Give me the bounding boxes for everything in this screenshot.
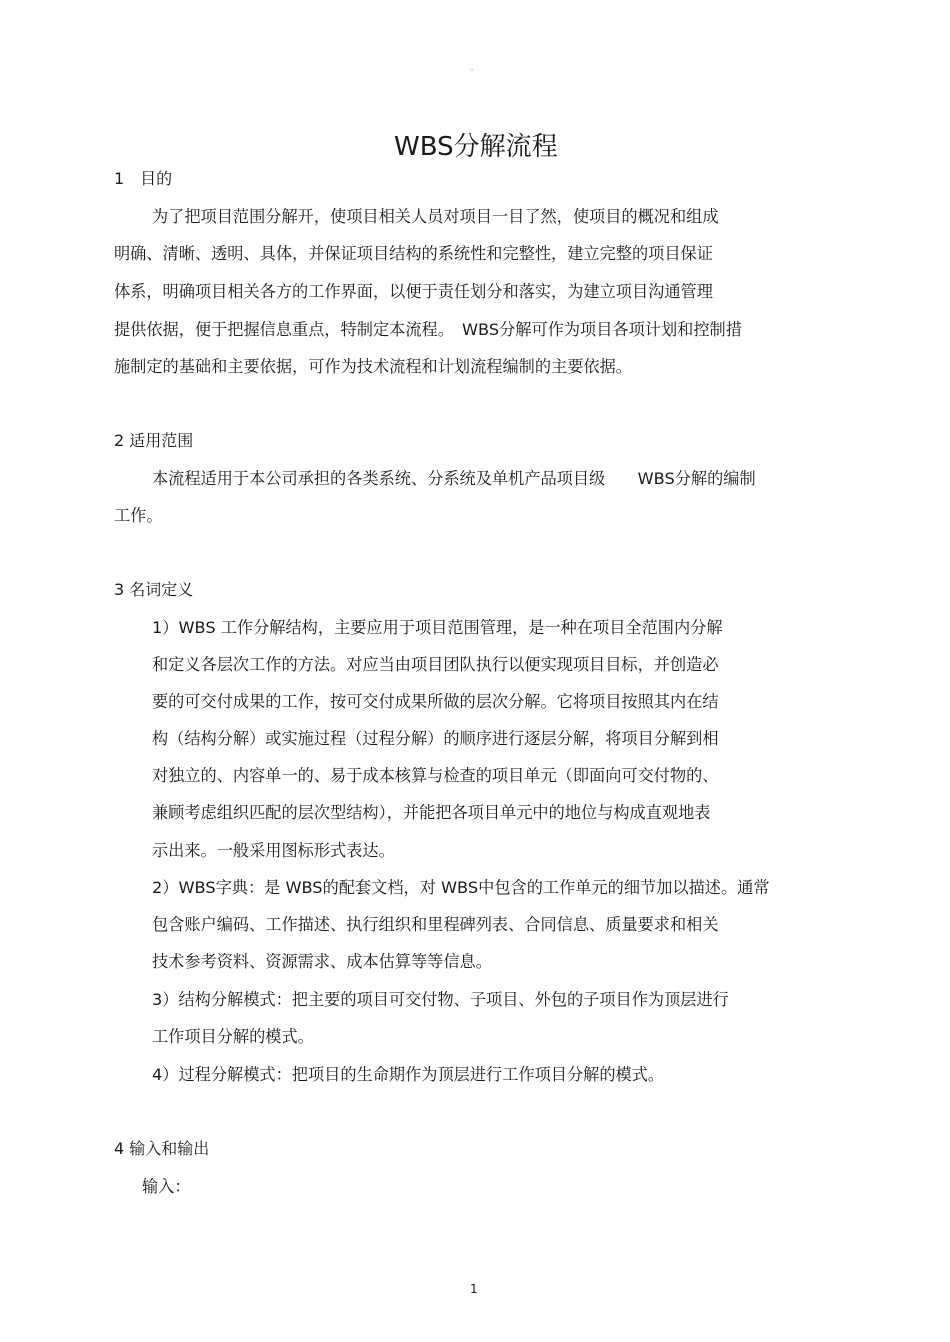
section-1-heading: 1 目的 xyxy=(114,169,173,188)
definition-line: 要的可交付成果的工作，按可交付成果所做的层次分解。它将项目按照其内在结 xyxy=(152,692,719,711)
definition-line: 3）结构分解模式：把主要的项目可交付物、子项目、外包的子项目作为顶层进行 xyxy=(152,990,729,1009)
definition-line: 兼顾考虑组织匹配的层次型结构），并能把各项目单元中的地位与构成直观地表 xyxy=(152,803,711,822)
definition-line: 1）WBS 工作分解结构，主要应用于项目范围管理，是一种在项目全范围内分解 xyxy=(152,618,723,637)
paragraph-line: 工作。 xyxy=(114,506,163,525)
paragraph-line: 提供依据，便于把握信息重点，特制定本流程。 WBS分解可作为项目各项计划和控制措 xyxy=(114,320,742,339)
page-number: 1 xyxy=(470,1282,478,1296)
document-title: WBS分解流程 xyxy=(394,132,558,162)
paragraph-line: 明确、清晰、透明、具体，并保证项目结构的系统性和完整性，建立完整的项目保证 xyxy=(114,244,713,263)
definition-line: 示出来。一般采用图标形式表达。 xyxy=(152,841,395,860)
definition-line: 构（结构分解）或实施过程（过程分解）的顺序进行逐层分解，将项目分解到相 xyxy=(152,729,719,748)
input-label: 输入： xyxy=(142,1177,191,1196)
paragraph-line: 本流程适用于本公司承担的各类系统、分系统及单机产品项目级 WBS分解的编制 xyxy=(152,469,756,488)
definition-line: 2）WBS字典：是 WBS的配套文档，对 WBS中包含的工作单元的细节加以描述。通常 xyxy=(152,878,770,897)
paragraph-line: 为了把项目范围分解开，使项目相关人员对项目一目了然，使项目的概况和组成 xyxy=(152,207,719,226)
definition-line: 4）过程分解模式：把项目的生命期作为顶层进行工作项目分解的模式。 xyxy=(152,1065,665,1084)
section-3-heading: 3 名词定义 xyxy=(114,580,194,599)
definition-line: 对独立的、内容单一的、易于成本核算与检查的项目单元（即面向可交付物的、 xyxy=(152,766,719,785)
paragraph-line: 体系，明确项目相关各方的工作界面，以便于责任划分和落实，为建立项目沟通管理 xyxy=(114,282,713,301)
header-mark: 。 xyxy=(470,63,480,73)
section-4-heading: 4 输入和输出 xyxy=(114,1139,210,1158)
section-2-heading: 2 适用范围 xyxy=(114,431,194,450)
paragraph-line: 施制定的基础和主要依据，可作为技术流程和计划流程编制的主要依据。 xyxy=(114,357,632,376)
definition-line: 技术参考资料、资源需求、成本估算等等信息。 xyxy=(152,952,492,971)
definition-line: 工作项目分解的模式。 xyxy=(152,1027,314,1046)
definition-line: 和定义各层次工作的方法。对应当由项目团队执行以便实现项目目标，并创造必 xyxy=(152,655,719,674)
definition-line: 包含账户编码、工作描述、执行组织和里程碑列表、合同信息、质量要求和相关 xyxy=(152,915,719,934)
